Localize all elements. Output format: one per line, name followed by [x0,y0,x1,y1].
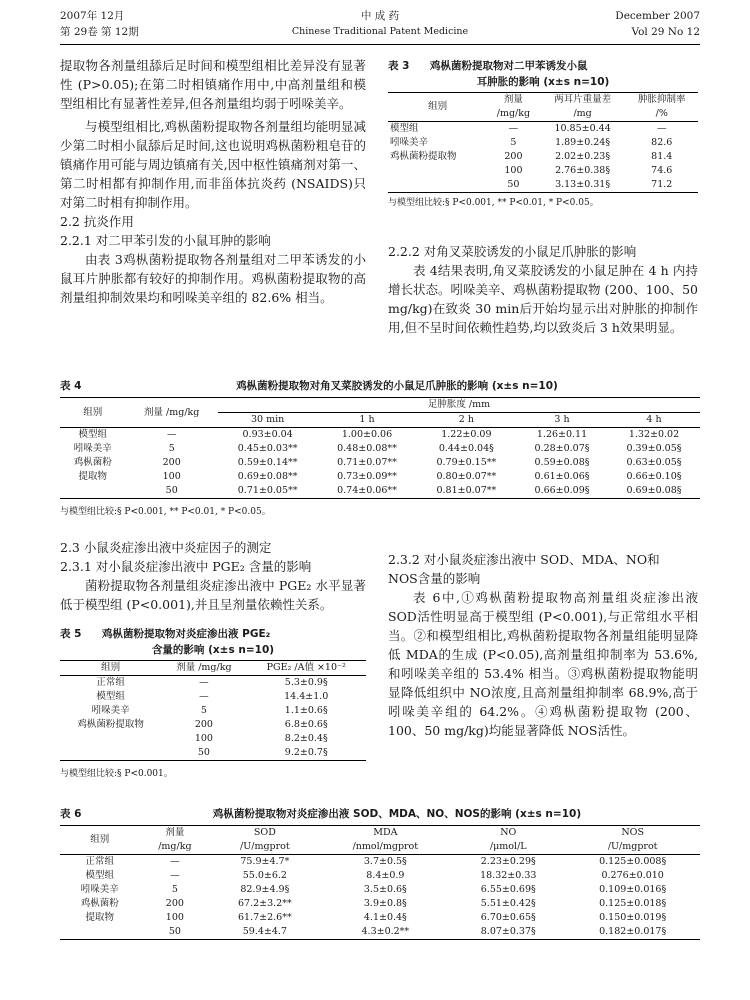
cell: — [170,870,180,881]
table-row [60,456,700,470]
journal-date-en: December 2007 [615,10,700,22]
col-header: 剂量 [503,94,523,105]
table-title: 鸡枞菌粉提取物对炎症渗出液 SOD、MDA、NO、NOS的影响 (x±s n=10) [212,808,582,820]
cell: 鸡枞菌粉提取物 [77,719,144,730]
table-caption [60,378,700,394]
paragraph: 表 4结果表明,角叉菜胶诱发的小鼠足肿在 4 h 内持增长状态。吲哚美辛、鸡枞菌粉提取物 (200、100、50 mg/kg)在致炎 30 min后开始均显示出对肿胀的抑制作用,但不呈时间依赖性趋势,均以致炎后 3 h效果明显。 [388,263,698,335]
cell: 6.55±0.69§ [480,884,536,895]
paragraph: 菌粉提取物各剂量组炎症渗出液中 PGE₂ 水平显著低于模型组 (P<0.001),并且呈剂量依赖性关系。 [60,578,366,612]
cell [60,484,125,499]
cell: 0.182±0.017§ [599,926,667,937]
cell: 0.39±0.05§ [626,443,682,454]
cell: 鸡枞菌粉提取物 [390,151,457,162]
col-header: 4 h [646,414,662,425]
cell: 82.9±4.9§ [240,884,290,895]
cell [388,178,487,193]
cell: 75.9±4.7* [240,856,290,867]
cell: 吲哚美辛 [390,137,429,148]
col-unit: /mg/kg [158,841,192,852]
cell: 鸡枞菌粉 [73,457,112,468]
cell: 0.59±0.08§ [534,457,590,468]
col-header: PGE₂ /A值 ×10⁻² [266,662,346,673]
cell: 吲哚美辛 [80,884,119,895]
cell: 正常组 [85,856,115,867]
cell: 0.66±0.09§ [534,485,590,496]
cell: 0.150±0.019§ [599,912,667,923]
header-center [60,8,700,40]
cell: 3.5±0.6§ [363,884,407,895]
cell: 0.45±0.03** [237,443,298,454]
cell: 100 [194,733,213,744]
table-label: 表 3 [388,60,410,72]
table-4 [60,378,700,519]
cell [60,732,161,746]
cell: — [508,123,519,134]
cell: 5 [200,705,207,716]
cell: 模型组 [85,870,115,881]
cell: 3.7±0.5§ [363,856,407,867]
table-title: 鸡枞菌粉提取物对二甲苯诱发小鼠 [430,60,588,72]
table-row [60,911,700,925]
cell: 0.125±0.008§ [599,856,667,867]
cell: 0.66±0.10§ [626,471,682,482]
cell: 0.48±0.08** [337,443,397,454]
col-header: 组别 [388,93,487,122]
cell: 0.71±0.07** [337,457,397,468]
cell: 0.28±0.07§ [534,443,590,454]
header-right [615,8,700,40]
cell: — [166,429,177,440]
cell: 9.2±0.7§ [284,747,328,758]
table-caption [60,626,366,642]
table-row [388,136,698,150]
cell: 61.7±2.6** [238,912,292,923]
cell: 8.4±0.9 [366,870,405,881]
cell: 鸡枞菌粉 [80,898,119,909]
col-header: 30 min [250,414,285,425]
subsection-heading: 2.3.2 对小鼠炎症渗出液中 SOD、MDA、NO和 [388,552,660,567]
table-caption [60,806,700,822]
table-row [388,122,698,137]
cell: 1.26±0.11 [536,429,588,440]
table-row [60,442,700,456]
col-header: 1 h [359,414,375,425]
table-row [60,897,700,911]
cell: 0.93±0.04 [242,429,293,440]
table-row [388,178,698,193]
cell: 0.63±0.05§ [626,457,682,468]
table-caption [388,58,698,74]
table-footnote: 与模型组比较:§ P<0.001, ** P<0.01, * P<0.05。 [60,507,271,517]
cell: 0.109±0.016§ [599,884,667,895]
data-table [60,825,700,940]
col-header: 剂量 /mg/kg [125,398,217,428]
col-unit: /mg [573,108,592,119]
cell: 提取物 [78,471,107,482]
cell: 74.6 [651,165,673,176]
cell: 5.3±0.9§ [284,677,328,688]
section-heading: 2.3 小鼠炎症渗出液中炎症因子的测定 [60,540,272,555]
journal-title-en: Chinese Traditional Patent Medicine [291,26,469,37]
cell: 6.8±0.6§ [284,719,328,730]
table-row [60,746,366,761]
cell: 正常组 [96,677,125,688]
cell: 8.2±0.4§ [284,733,328,744]
cell: 0.276±0.010 [601,870,664,881]
cell: 100 [165,912,184,923]
left-column-lower [60,538,366,614]
paragraph: 提取物各剂量组舔后足时间和模型组相比差异没有显著性 (P>0.05);在第二时相镇痛作用中,中高剂量组和模型组相比有显著性差异,但各剂量组均弱于吲哚美辛。 [60,58,366,111]
cell: 2.76±0.38§ [555,165,611,176]
cell: 2.23±0.29§ [480,856,536,867]
col-header: 组别 [101,662,121,673]
col-header: NOS [621,827,644,838]
cell: 0.80±0.07** [436,471,497,482]
cell: 2.02±0.23§ [555,151,611,162]
subsection-heading: 2.2.2 对角叉菜胶诱发的小鼠足爪肿胀的影响 [388,244,637,259]
cell: 59.4±4.7 [242,926,287,937]
cell: 71.2 [651,179,673,190]
col-unit: /% [655,108,668,119]
cell: 模型组 [390,123,419,134]
journal-date: 2007年 12月 [60,10,125,22]
col-header: 2 h [458,414,474,425]
cell: 1.1±0.6§ [284,705,328,716]
data-table [60,660,366,761]
table-row [60,855,700,870]
cell: 100 [162,471,181,482]
col-unit: /mg/kg [496,108,531,119]
cell: 50 [168,926,181,937]
table-label: 表 4 [60,380,82,392]
journal-volume-en: Vol 29 No 12 [631,26,700,38]
table-row [60,925,700,940]
cell: 3.9±0.8§ [363,898,407,909]
cell: 67.2±3.2** [238,898,292,909]
data-table [388,92,698,193]
subsection-heading: 2.3.1 对小鼠炎症渗出液中 PGE₂ 含量的影响 [60,559,312,574]
cell: 0.44±0.04§ [438,443,494,454]
table-row [60,732,366,746]
cell: 0.59±0.14** [237,457,298,468]
cell: 8.07±0.37§ [480,926,536,937]
cell: 18.32±0.33 [480,870,537,881]
cell: 200 [504,151,523,162]
cell: 0.79±0.15** [436,457,497,468]
cell: 0.69±0.08§ [626,485,682,496]
paragraph: 由表 3鸡枞菌粉提取物各剂量组对二甲苯诱发的小鼠耳片肿胀都有较好的抑制作用。鸡枞菌粉提取物的高剂量组抑制效果均和吲哚美辛组的 82.6% 相当。 [60,252,366,305]
cell: 50 [197,747,210,758]
cell: — [170,856,180,867]
table-5 [60,626,366,781]
table-row [60,676,366,691]
cell: — [199,691,209,702]
cell: 3.13±0.31§ [555,179,611,190]
col-header: MDA [373,827,398,838]
cell: 0.69±0.08** [237,471,298,482]
table-6 [60,806,700,940]
cell: 1.22±0.09 [441,429,492,440]
cell: 0.81±0.07** [436,485,497,496]
table-row [388,164,698,178]
col-header: 剂量 [165,827,185,838]
subsection-heading: NOS含量的影响 [388,571,481,586]
cell: — [199,677,209,688]
cell: 5.51±0.42§ [480,898,536,909]
paragraph: 与模型组相比,鸡枞菌粉提取物各剂量组均能明显减少第二时相小鼠舔后足时间,这也说明鸡枞菌粉粗皂苷的镇痛作用可能与周边镇痛有关,因中枢性镇痛剂对第一、第二时相都有抑制作用,而非甾体抗炎药 (NSAIDS)只对第二时相有抑制作用。 [60,119,366,210]
cell: 0.71±0.05** [237,485,298,496]
cell: 模型组 [78,429,107,440]
subsection-heading: 2.2.1 对二甲苯引发的小鼠耳肿的影响 [60,233,271,248]
cell: 100 [504,165,523,176]
col-unit: /U/mgprot [240,841,290,852]
table-title-line2: 含量的影响 (x±s n=10) [151,644,275,656]
cell: 1.32±0.02 [628,429,680,440]
table-row [60,428,700,443]
cell: 1.89±0.24§ [555,137,611,148]
col-header: 组别 [60,398,125,428]
col-header: SOD [253,827,276,838]
col-header: 肿胀抑制率 [637,94,686,105]
right-column-lower [388,550,698,740]
cell [60,925,140,940]
cell: 200 [162,457,181,468]
left-column-upper [60,56,366,307]
journal-title-cn: 中 成 药 [360,10,400,22]
journal-volume: 第 29卷 第 12期 [60,26,139,38]
cell: 14.4±1.0 [284,691,329,702]
paragraph: 表 6中,①鸡枞菌粉提取物高剂量组炎症渗出液 SOD活性明显高于模型组 (P<0.001),与正常组水平相当。②和模型组相比,鸡枞菌粉提取物各剂量组能明显降低 MDA的生成 (P<0.05),高剂量组抑制率为 53.6%,和吲哚美辛组的 53.4% 相当。③鸡枞菌粉提取物能明显降低组织中 NO浓度,且高剂量组抑制率 68.9%,高于吲哚美辛组的 64.2%。④鸡枞菌粉提取物 (200、100、50 mg/kg)均能显著降低 NOS活性。 [388,590,698,738]
cell: 50 [507,179,520,190]
cell: 5 [510,137,517,148]
section-heading: 2.2 抗炎作用 [60,214,134,229]
table-title: 鸡枞菌粉提取物对角叉菜胶诱发的小鼠足爪肿胀的影响 (x±s n=10) [236,380,558,392]
cell: 55.0±6.2 [242,870,287,881]
cell: 0.125±0.018§ [599,898,667,909]
cell: 5 [168,443,175,454]
right-column-upper [388,242,698,337]
col-unit: /μmol/L [489,841,527,852]
table-row [60,704,366,718]
col-header: NO [500,827,517,838]
cell: 10.85±0.44 [554,123,611,134]
cell: 吲哚美辛 [91,705,130,716]
table-3 [388,58,698,210]
cell: 82.6 [651,137,673,148]
cell: 200 [194,719,213,730]
cell: 4.1±0.4§ [363,912,407,923]
cell [60,746,161,761]
cell: — [657,123,667,134]
cell: 5 [171,884,178,895]
cell: 81.4 [651,151,673,162]
running-header [60,8,700,44]
cell [388,164,487,178]
table-label: 表 5 [60,628,82,640]
data-table [60,397,700,499]
col-header: 两耳片重量差 [554,94,612,105]
col-header: 3 h [554,414,570,425]
cell: 1.00±0.06 [341,429,393,440]
cell: 50 [165,485,178,496]
cell: 200 [165,898,184,909]
table-row [60,883,700,897]
table-row [60,470,700,484]
cell: 提取物 [85,912,115,923]
table-row [60,484,700,499]
cell: 0.74±0.06** [337,485,397,496]
table-row [60,718,366,732]
cell: 吲哚美辛 [73,443,112,454]
table-footnote: 与模型组比较:§ P<0.001。 [60,769,173,779]
cell: 模型组 [96,691,125,702]
col-unit: /U/mgprot [607,841,658,852]
cell: 6.70±0.65§ [480,912,536,923]
table-title: 鸡枞菌粉提取物对炎症渗出液 PGE₂ [102,628,271,640]
table-row [388,150,698,164]
col-header: 组别 [60,826,140,855]
cell: 0.61±0.06§ [534,471,590,482]
col-group-header: 足肿胀度 /mm [218,398,700,413]
table-row [60,869,700,883]
header-rule [60,44,700,45]
col-unit: /nmol/mgprot [352,841,419,852]
cell: 0.73±0.09** [337,471,397,482]
table-row [60,690,366,704]
table-label: 表 6 [60,808,82,820]
col-header: 剂量 /mg/kg [176,662,232,673]
table-footnote: 与模型组比较:§ P<0.001, ** P<0.01, * P<0.05。 [388,198,599,208]
cell: 4.3±0.2** [361,926,410,937]
table-title-line2: 耳肿胀的影响 (x±s n=10) [476,76,610,88]
